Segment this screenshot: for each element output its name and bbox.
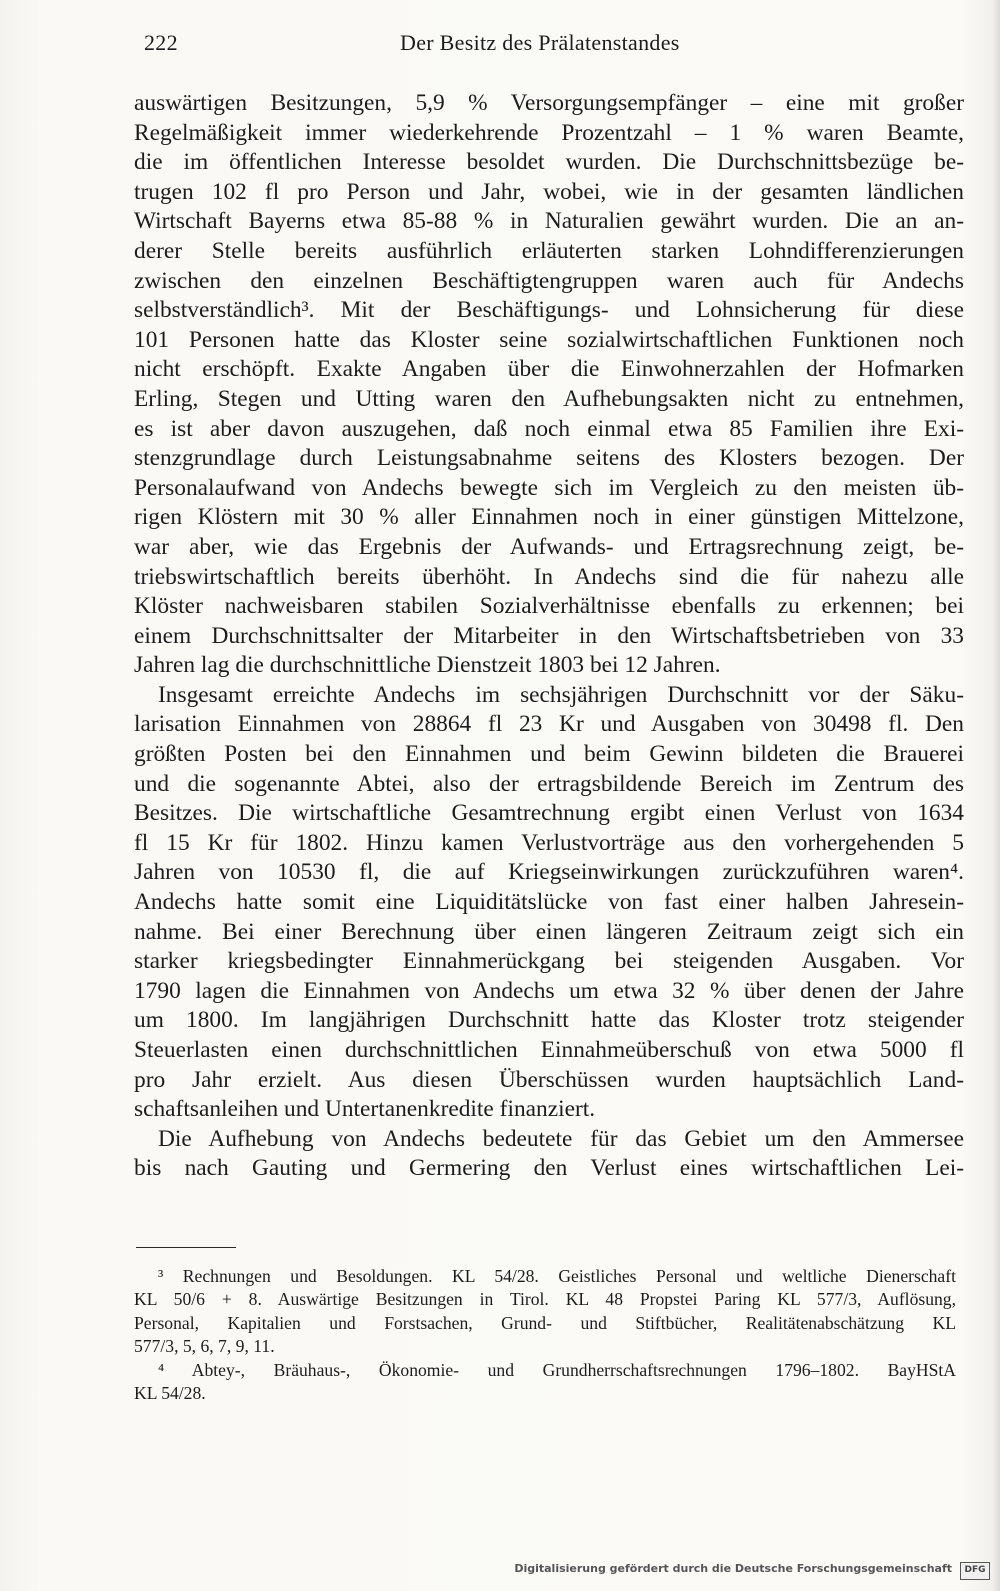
text-line: trugen 102 fl pro Person und Jahr, wobei, wie in der gesamten ländlichen xyxy=(134,178,964,205)
footnote-line: KL 54/28. xyxy=(134,1382,206,1403)
text-line: Jahren von 10530 fl, die auf Kriegseinwirkungen zurückzuführen waren⁴. xyxy=(134,859,964,886)
footnote-line: KL 50/6 + 8. Auswärtige Besitzungen in Tirol. KL 48 Propstei Paring KL 577/3, Auflösung, xyxy=(134,1289,956,1310)
text-line: rigen Klöstern mit 30 % aller Einnahmen noch in einer günstigen Mittelzone, xyxy=(134,504,964,531)
text-line: und die sogenannte Abtei, also der ertragsbildende Bereich im Zentrum des xyxy=(134,770,964,797)
running-head xyxy=(144,30,964,62)
footnote-divider xyxy=(136,1247,236,1248)
page-edge-shadow xyxy=(992,0,1000,1591)
text-line: 1790 lagen die Einnahmen von Andechs um etwa 32 % über denen der Jahre xyxy=(134,977,964,1004)
text-line: Erling, Stegen und Utting waren den Aufhebungsakten nicht zu entnehmen, xyxy=(134,385,964,412)
paragraph-last-line: schaftsanleihen und Untertanenkredite finanziert. xyxy=(134,1096,596,1123)
text-line: 101 Personen hatte das Kloster seine sozialwirtschaftlichen Funktionen noch xyxy=(134,326,964,353)
footnote-4: ⁴ Abtey-, Bräuhaus-, Ökonomie- und Grundherrschaftsrechnungen 1796–1802. BayHStA xyxy=(158,1359,956,1380)
text-line: Klöster nachweisbaren stabilen Sozialverhältnisse ebenfalls zu erkennen; bei xyxy=(134,593,964,620)
text-line: größten Posten bei den Einnahmen und beim Gewinn bildeten die Brauerei xyxy=(134,741,964,768)
text-line: larisation Einnahmen von 28864 fl 23 Kr und Ausgaben von 30498 fl. Den xyxy=(134,711,964,738)
text-line: stenzgrundlage durch Leistungsabnahme seitens des Klosters bezogen. Der xyxy=(134,445,964,472)
running-title: Der Besitz des Prälatenstandes xyxy=(400,30,680,55)
footnote-line: 577/3, 5, 6, 7, 9, 11. xyxy=(134,1336,275,1357)
text-line: war aber, wie das Ergebnis der Aufwands- und Ertragsrechnung zeigt, be- xyxy=(134,533,964,560)
text-line: Regelmäßigkeit immer wiederkehrende Prozentzahl – 1 % waren Beamte, xyxy=(134,119,964,146)
text-line: Personalaufwand von Andechs bewegte sich im Vergleich zu den meisten üb- xyxy=(134,474,964,501)
text-line: einem Durchschnittsalter der Mitarbeiter in den Wirtschaftsbetrieben von 33 xyxy=(134,622,964,649)
text-line: um 1800. Im langjährigen Durchschnitt hatte das Kloster trotz steigender xyxy=(134,1007,964,1034)
text-line: zwischen den einzelnen Beschäftigtengruppen waren auch für Andechs xyxy=(134,267,964,294)
text-line: fl 15 Kr für 1802. Hinzu kamen Verlustvorträge aus den vorhergehenden 5 xyxy=(134,829,964,856)
text-line: es ist aber davon auszugehen, daß noch einmal etwa 85 Familien ihre Exi- xyxy=(134,415,964,442)
body-text xyxy=(134,89,964,1184)
page-number: 222 xyxy=(144,30,178,55)
footnotes xyxy=(134,1265,956,1405)
text-line: nahme. Bei einer Berechnung über einen längeren Zeitraum zeigt sich ein xyxy=(134,918,964,945)
text-line: die im öffentlichen Interesse besoldet wurden. Die Durchschnittsbezüge be- xyxy=(134,149,964,176)
footnote-3: ³ Rechnungen und Besoldungen. KL 54/28. Geistliches Personal und weltliche Dienerschaft xyxy=(158,1266,956,1286)
text-line: auswärtigen Besitzungen, 5,9 % Versorgungsempfänger – eine mit großer xyxy=(134,90,964,116)
funding-note-text: Digitalisierung gefördert durch die Deutsche Forschungsgemeinschaft xyxy=(514,1562,952,1575)
text-line: selbstverständlich³. Mit der Beschäftigungs- und Lohnsicherung für diese xyxy=(134,297,964,324)
text-line: starker kriegsbedingter Einnahmerückgang bei steigenden Ausgaben. Vor xyxy=(134,948,964,975)
text-line: Steuerlasten einen durchschnittlichen Einnahmeüberschuß von etwa 5000 fl xyxy=(134,1037,964,1063)
text-line: pro Jahr erzielt. Aus diesen Überschüssen wurden hauptsächlich Land- xyxy=(134,1066,964,1093)
funding-note xyxy=(514,1559,952,1579)
paragraph-first-line: Die Aufhebung von Andechs bedeutete für das Gebiet um den Ammersee xyxy=(158,1125,964,1152)
text-line: bis nach Gauting und Germering den Verlust eines wirtschaftlichen Lei- xyxy=(134,1155,964,1182)
text-line: nicht erschöpft. Exakte Angaben über die Einwohnerzahlen der Hofmarken xyxy=(134,356,964,383)
text-line: Besitzes. Die wirtschaftliche Gesamtrechnung ergibt einen Verlust von 1634 xyxy=(134,800,964,827)
text-line: Andechs hatte somit eine Liquiditätslücke von fast einer halben Jahresein- xyxy=(134,889,964,916)
footnote-line: Personal, Kapitalien und Forstsachen, Grund- und Stiftbücher, Realitätenabschätzung KL xyxy=(134,1312,956,1333)
paragraph-first-line: Insgesamt erreichte Andechs im sechsjährigen Durchschnitt vor der Säku- xyxy=(158,681,964,708)
text-line: derer Stelle bereits ausführlich erläuterten starken Lohndifferenzierungen xyxy=(134,237,964,264)
text-line: Wirtschaft Bayerns etwa 85-88 % in Naturalien gewährt wurden. Die an an- xyxy=(134,208,964,235)
text-line: triebswirtschaftlich bereits überhöht. In Andechs sind die für nahezu alle xyxy=(134,563,964,590)
dfg-logo: DFG xyxy=(960,1562,990,1580)
paragraph-last-line: Jahren lag die durchschnittliche Dienstzeit 1803 bei 12 Jahren. xyxy=(134,652,721,679)
